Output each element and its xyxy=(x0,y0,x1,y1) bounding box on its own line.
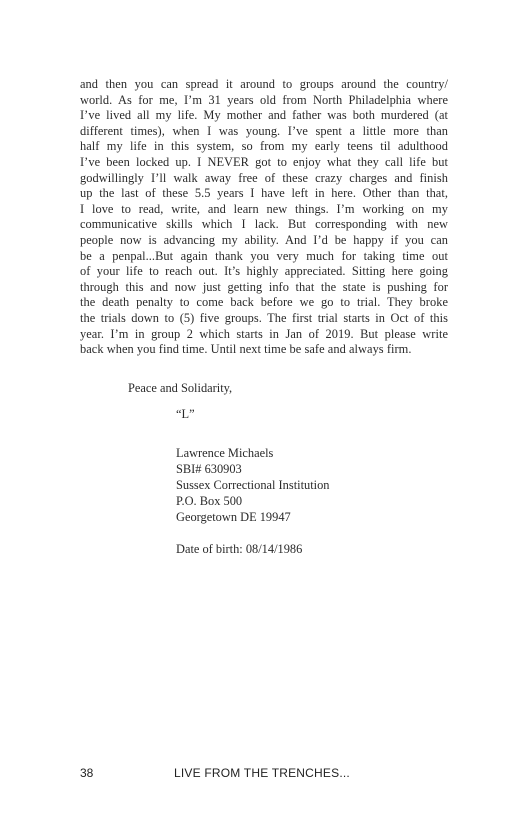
letter-line: different times), when I was young. I’ve spent a little more than xyxy=(80,123,448,138)
sender-city-state-zip: Georgetown DE 19947 xyxy=(176,510,291,524)
letter-line: I’ve lived all my life. My mother and father was both murdered (at xyxy=(80,108,448,123)
letter-line: the death penalty to come back before we go to trial. They broke xyxy=(80,295,448,310)
sender-sbi-number: SBI# 630903 xyxy=(176,462,242,476)
letter-line: half my life in this system, so from my early teens til adulthood xyxy=(80,139,448,154)
sender-date-of-birth: Date of birth: 08/14/1986 xyxy=(176,542,303,556)
sender-address xyxy=(176,445,330,525)
letter-line: be a penpal...But again thank you very much for taking time out xyxy=(80,248,448,263)
letter-line: godwillingly I’ll walk away free of these crazy charges and finish xyxy=(80,170,448,185)
letter-line: world. As for me, I’m 31 years old from North Philadelphia where xyxy=(80,92,448,107)
sender-name: Lawrence Michaels xyxy=(176,446,274,460)
letter-line: through this and now just getting info that the state is pushing for xyxy=(80,279,448,294)
running-title: LIVE FROM THE TRENCHES... xyxy=(174,766,350,780)
letter-line: of your life to reach out. It’s highly appreciated. Sitting here going xyxy=(80,264,448,279)
page-number: 38 xyxy=(80,766,94,780)
letter-line: communicative skills which I lack. But corresponding with new xyxy=(80,217,448,232)
letter-signature: “L” xyxy=(176,407,195,421)
sender-institution: Sussex Correctional Institution xyxy=(176,478,330,492)
letter-line: and then you can spread it around to groups around the country/ xyxy=(80,77,448,91)
letter-line: back when you find time. Until next time be safe and always firm. xyxy=(80,342,412,357)
letter-closing: Peace and Solidarity, xyxy=(128,381,233,395)
letter-body xyxy=(80,77,448,358)
letter-line: I’ve been locked up. I NEVER got to enjoy what they call life but xyxy=(80,154,448,169)
letter-line: up the last of these 5.5 years I have left in here. Other than that, xyxy=(80,186,448,201)
letter-line: people now is advancing my ability. And I’d be happy if you can xyxy=(80,232,448,247)
sender-po-box: P.O. Box 500 xyxy=(176,494,243,508)
letter-line: the trials down to (5) five groups. The first trial starts in Oct of this xyxy=(80,310,448,325)
letter-line: year. I’m in group 2 which starts in Jan of 2019. But please write xyxy=(80,326,448,341)
letter-line: I love to read, write, and learn new things. I’m working on my xyxy=(80,201,448,216)
